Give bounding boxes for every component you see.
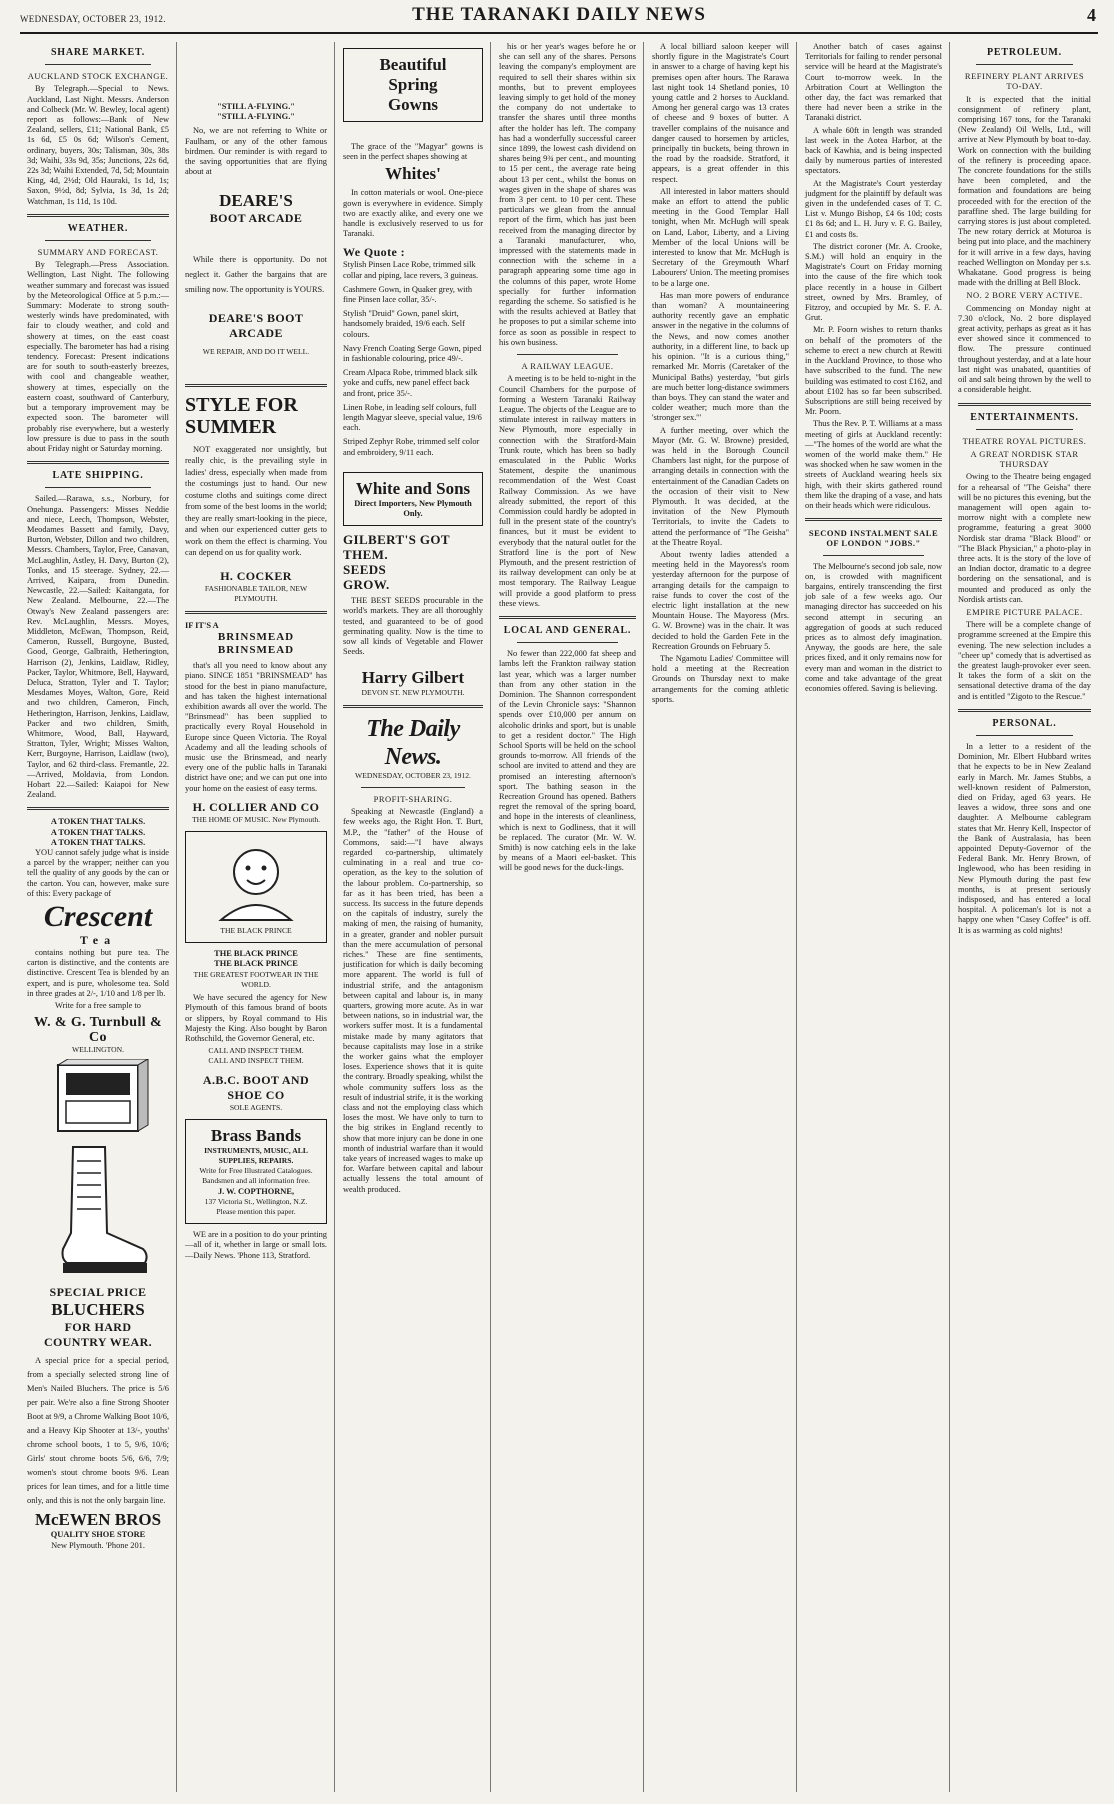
white-sons-sub: Direct Importers, New Plymouth Only. [354,498,472,519]
mcewen-name: McEWEN BROS [34,1510,162,1530]
divider [185,611,327,614]
quote-item: Striped Zephyr Robe, trimmed self color and embroidery, 9/11 each. [343,437,480,457]
page-number: 4 [1087,5,1096,25]
deare-sub: BOOT ARCADE [209,211,303,226]
mcewen-address: New Plymouth. 'Phone 201. [51,1540,145,1550]
bluchers-line-4: COUNTRY WEAR. [43,1335,153,1350]
quote-item: Cream Alpaca Robe, trimmed black silk yoke and cuffs, new panel effect back and front, price 35/-. [343,368,478,398]
news-paragraph: The district coroner (Mr. A. Crooke, S.M.) will hold an enquiry in the Magistrate's Court on Friday morning into the cause of the fire which took place recently in a house in Gilbert street, owned by Mrs. Bramley, of Fitzroy, and occupied by Mr. S. F. A. Grut. [805,241,942,323]
profit-sharing-continued: his or her year's wages before he or she can sell any of the shares. Persons leaving the company's employment are required to sell their shares within six months, but to prevent employees leaving simply to get hold of the money the company do not undertake to transfer the shares until three months after the holder has left. The company has had a wonderfully successful career since 1899, the lowest cash dividend on shares being 9¾ per cent., and mounting to 15 per cent., the average rate being about 13 per cent., whilst the bonus on wages given in the shape of shares was from 3 per cent. to 10 per cent. These particulars we glean from the annual report of the firm, which has just been received from the managing director by a Taranaki manufacturer, who, impressed with the statements made in connection with the scheme in a paragraph appearing some time ago in the columns of this paper, wrote Home specially for further information regarding the scheme. So satisfied is he with the results achieved at Batley that he proposes to put a similar scheme into force as soon as possible in respect to his own business. [499,42,636,347]
divider [976,735,1073,736]
bluchers-line-3: FOR HARD [64,1320,132,1335]
black-prince-line-1: THE BLACK PRINCE [214,949,298,959]
deare-name: DEARE'S [219,191,293,211]
weather-text: By Telegraph.—Press Association. Wellington, Last Night. The following weather summary and forecast was issued by the Meteorological Office at 5 p.m.:—Summary: Moderate to strong south-westerly winds have predominated, with fair to cloudy weather, and cold and showery at times, on the east coast especially. The barometer has had a rising tendency. Forecast: Present indications are for south to south-easterly breezes, with cool and changeable weather, showery at times, especially on the eastern coast, southward of Canterbury, but a temporary improvement may be expected soon. The barometer will probably rise everywhere, but a westerly low pressure is due to pass in the south about Friday night or Saturday morning. [27,260,169,453]
divider [958,403,1091,406]
railway-league-text: A meeting is to be held to-night in the Council Chambers for the purpose of forming a Western Taranaki Railway League. The objects of the League are to stimulate interest in railway matters in New Plymouth, more especially in connection with the Stratford-Main Trunk route, which has been so badly emasculated in the Public Works Statement, despite the unanimous recommendation of the West Coast Railway Commission. As we have already submitted, the report of this Commission could hardly be adopted in full in the present state of the country's finances, but it must be evident to everybody that the natural outlet for the Stratford line is the port of New Plymouth, and the present restriction of its railway development can only be at most temporary. The Railway League will provide a good platform to press these views. [499,374,636,608]
divider [958,709,1091,712]
harry-gilbert-name: Harry Gilbert [361,667,465,687]
mcewen-sub: QUALITY SHOE STORE [50,1530,146,1540]
gowns-line-1: Beautiful [379,55,447,74]
news-paragraph: Thus the Rev. P. T. Williams at a mass meeting of girls at Auckland recently:—"The homes of the world are what the women of the world make them." He was shocked when he saw women in the streets of Auckland wearing heels six high, with their skirts gathered round them like the draping of a vase, and hats on their heads which were ridiculous. [805,419,942,510]
entertainments-heading: ENTERTAINMENTS. [970,411,1079,423]
empire-heading: EMPIRE PICTURE PALACE. [966,606,1083,617]
harry-gilbert-address: DEVON ST. NEW PLYMOUTH. [361,687,465,697]
empire-text: There will be a complete change of programme screened at the Empire this evening. The new selection includes a "cheer up" comedy that is advertised as the greatest laugh-provoker ever seen. It takes the form of a skit on the sensational detective drama of the day and is entitled "Zigoto to the Rescue." [958,620,1091,701]
news-paragraph: A whale 60ft in length was stranded last week in the Aotea Harbor, at the back of Kawhia, and is being inspected daily by numerous parties of interested spectators. [805,125,942,176]
gilbert-line-3: GROW. [343,577,390,593]
divider [185,384,327,387]
token-line: A TOKEN THAT TALKS. [50,827,146,837]
black-prince-text: We have secured the agency for New Plymouth of this famous brand of boots or slippers, by Royal command to His Majesty the King. Also bought by Baron Rothschild, the Governor General, etc. [185,993,327,1043]
divider [499,616,636,619]
copthorne-note: Please mention this paper. [216,1206,296,1216]
crescent-tea-word: Tea [79,933,117,948]
gilbert-line-2: SEEDS [343,562,387,578]
brinsmead-line-1: IF IT'S A [185,621,219,631]
we-quote-heading: We Quote : [343,245,405,260]
local-general-text: No fewer than 222,000 fat sheep and lambs left the Frankton railway station last year, which was a larger number than from any other station in the Dominion. The Shannon correspondent of the Levin Chronicle says: "Shannon spends over £10,000 per annum on alcoholic drinks and sport, but is unable to get a resident doctor." The High School Sports will be held on the school grounds to-morrow. All friends of the school are invited to attend and they are promised an interesting afternoon's sport. The bathing season in the Recreation Ground has opened. Bathers regret the removal of the spring board, and hope in the interests of cleanliness, which is next to Godliness, that it will be replaced. The curator (Mr. W. W. Smith) is now catching eels in the lake by means of a Maori eel-basket. This will be good news for the duck-lings. [499,649,636,873]
brass-bands-ad [185,1119,327,1224]
boot-illustration [43,1141,153,1281]
auckland-exchange-text: By Telegraph.—Special to News. Auckland, Last Night. Messrs. Anderson and Colbeck (Mr. W. Bewley, local agent) report as follows:—Bank of New Zealand, sellers, £11; National Bank, £5 1s 6d, £5 0s 6d; Wilson's Cement, ordinary, buyers, 30s; Talisman, 30s, 38s 3d; Waihi, 33s 9d, 35s; Junctions, 22s 6d, 22s 3d; Waihi Extended, 7d, 5d; Mountain King, 4d, 2½d; Old Hauraki, 1s 1d, 1s; Saxon, 9½d, 8d; Sylvia, 1s 3d, 1s 2d; Watchman, 1s 11d, 1s 10d. [27,84,169,206]
token-ad-text: YOU cannot safely judge what is inside a parcel by the wrapper; neither can you tell the quality of any goods by the can or the carton. You can, however, make sure of this: Every package of [27,848,169,898]
collier-sub: THE HOME OF MUSIC. New Plymouth. [191,814,321,824]
flying-text: No, we are not referring to White or Faulham, or any of the other famous birdmen. Our reminder is with regard to the saving opportunities that are flying about at [185,126,327,177]
abc-sub: SOLE AGENTS. [229,1102,283,1112]
news-paragraph: A local billiard saloon keeper will shortly figure in the Magistrate's Court in answer to a charge of having kept his premises open after hours. The Rarawa last night took 14 Shetland ponies, 10 young cattle and 2 horses to Auckland. Among her general cargo was 13 crates of cheese and 9 boxes of butter. A traveller complains of the nuisance and danger caused to horsemen by articles, principally tin buckets, being thrown in the road by the roadside. Stratford, it appears, is a great offender in this respect. [652,42,789,184]
news-paragraph: Has man more powers of endurance than woman? A mountaineering authority recently gave an emphatic answer in the negative in the columns of the News, and now comes another authority, in a different line, to back up his opinion. "It is a curious thing," remarked Mr. Morris (Caretaker of the Municipal Baths) yesterday, "but girls are much better long-distance swimmers than boys. They can stand the water and colder weather; much more than the 'stronger sex.'" [652,290,789,423]
weather-heading: WEATHER. [67,222,129,234]
copthorne-name: J. W. COPTHORNE, [217,1186,295,1196]
daily-news-nameplate: The Daily News. [366,715,460,770]
divider [27,214,169,217]
copthorne-address: 137 Victoria St., Wellington, N.Z. [204,1196,308,1206]
news-paragraph: A further meeting, over which the Mayor (Mr. G. W. Browne) presided, was held in the Borough Council Chambers last night, for the purpose of arranging details in connection with the entertainment of the Canadian Cadets on the occasion of their visit to New Plymouth. It was decided, at the invitation of the New Plymouth Territorials, to invite the Cadets to attend the performance of "The Geisha" at the Theatre Royal. [652,425,789,547]
late-shipping-text: Sailed.—Rarawa, s.s., Norbury, for Onehunga. Passengers: Misses Neddie and niece, Leech, Thompson, Webster, Meodames Bassett and family, Davy, Burton, Webster, Dillon and two children, Messrs. Chambers, Taylor, Free, Canavan, McLaughlin, Astley, H. Davy, Burton (2), Tonks, and 15 steerage. Sydney, 22.—Arrived, Kaipara, from Dunedin. Newcastle, 22.—Sailed: Kaitangata, for New Zealand. Melbourne, 22.—The Otway's New Zealand passengers are: Rev. McLaughlin, Messrs. Moyes, Middleton, McEwan, Thompson, Reid, Cameron, Russell, Burgoyne, Busted, Good, George, Galbraith, Hetherington, Harrison (2), Jenkins, Laidlaw, Ridley, Packer, Taylor, Whitmore, Bell, Hayward, Deluca, Stratton, Tyler and T. Taylor; Mesdames Moyes, Walton, Gore, Reid and two children, Cameron, Finch, Hetherington, Harrison, Jenkins, Laidlaw, Packer and two children, Smith, Whitmore, Wood, Ball, Hayward, Stratton, Tyler, Wright; Misses Walton, Kerr, Burgoyne, Harrison, Laidlaw (two), Taylor, and 62 third-class. Fremantle, 22.—Arrived, Moldavia, from London. Hobart 22.—Sailed: Kaiapoi for New Zealand. [27,494,169,800]
deare-arcade: DEARE'S BOOT ARCADE [208,311,304,341]
style-line-1: STYLE FOR [185,393,298,416]
brinsmead-line-3: BRINSMEAD [217,644,295,657]
black-prince-caption: THE BLACK PRINCE [220,926,292,936]
turnbull-city: WELLINGTON. [72,1045,124,1055]
column-7 [951,42,1098,1792]
divider [976,64,1073,65]
flying-line-1: "STILL A-FLYING." [217,102,295,111]
late-shipping-heading: LATE SHIPPING. [52,470,144,482]
white-sons-ad [343,472,483,526]
second-sale-text: The Melbourne's second job sale, now on, is crowded with magnificent bargains, entirely transcending the first job sale of a few weeks ago. Our managing director has succeeded on his second attempt in securing an aggregation of goods at such reduced prices as to almost defy imagination. Anyway, the goods are here, the sale prices fixed, and it only remains now for every man and woman in the district to come and take advantage of the great economies offered. Saving is believing. [805,561,942,693]
brass-title: Brass Bands [210,1125,302,1145]
bore-text: Commencing on Monday night at 7.30 o'clock, No. 2 bore displayed great activity, perhaps as great as it has ever showed since it commenced to flow. The pressure continued throughout yesterday, and at a late hour last night was unabated, quantities of oil and salt being thrown by the well to a considerable height. [958,303,1091,395]
whites-name: Whites' [385,164,441,184]
news-paragraph: Mr. P. Foorn wishes to return thanks on behalf of the promoters of the scheme to erect a new church at Rewiti in the Auckland Province, to those who have subscribed to the fund. The new building was estimated to cost £162, and about £102 has so far been subscribed. Subscriptions are still being received by Mr. Poorn. [805,325,942,417]
divider [823,555,924,556]
quote-list [343,260,483,457]
column-2 [178,42,335,1792]
profit-sharing-text: Speaking at Newcastle (England) a few weeks ago, the Right Hon. T. Burt, M.P., the "father" of the House of Commons, said:—"I have always regarded co-partnership, ultimately culminating in a real and true co-operation, as the key to the solution of the labour problem. Co-partnership, so far as it has been tried, has been a success. Its success in the future depends on the capitals of industry, surely the making of men, the raising of humanity, in a greater, grander and nobler pursuit than the mere accumulation of personal riches." These are fine sentiments, justification for which is daily becoming more apparent. The world is full of industrial strife, and the antagonism between capital and labour is, in many quarters, growing more acute. As in war between nations, so in industrial war, the workers suffer most. It is a fundamental mistake made by many agitators that because capitalists may lose in a strike the worker gains what the employer loses. Experience shows that it is quite the contrary. Broadly speaking, whilst the whole community suffers loss as the result of industrial strife, it is the working class and not the employing class which loses the most. We have only to turn to the big strikes in England recently to show that more injury can be done in one month of industrial warfare than it would take years of increased wages to make up for. Warfare between capital and labour actually lessens the total amount of wealth produced. [343,807,483,1194]
gowns-text: The grace of the "Magyar" gowns is seen in the perfect shapes showing at [343,142,483,162]
quote-item: Stylish "Druid" Gown, panel skirt, handsomely braided, 19/6 each. Self colours. [343,309,465,339]
railway-league-heading: A RAILWAY LEAGUE. [521,361,614,372]
divider [45,240,151,241]
theatre-royal-heading: THEATRE ROYAL PICTURES. [962,435,1087,446]
refinery-text: It is expected that the initial consignment of refinery plant, comprising 167 tons, for the Taranaki (New Zealand) Oil Wells, Ltd., will arrive at New Plymouth by boat to-day. Work on connection with the building of the refinery is proceeding apace. The concrete foundations for the stills have been completed, and the formation and foundations are being proceeded with for the erection of the paraffine shed. The large building for carrying stores is just about completed. The new rotary derrick at Moturoa is being put into place, and the machinery for it will arrive in a few days, having reached Wellington on Monday per s.s. Whakatane. Good progress is being made with the drilling at Bell Block. [958,94,1091,288]
collier-name: H. COLLIER AND CO [192,799,320,814]
local-general-heading: LOCAL AND GENERAL. [503,624,632,636]
news-paragraph: All interested in labor matters should make an effort to attend the public meeting in the Good Templar Hall tonight, when Mr. McHugh will speak on Land, Labor, Liberty, and a Living Member of the local Unions will be interested to know that Mr. McHugh is Secretary of the Greymouth Wharf Labourers' Union. The meeting promises to be a large one. [652,186,789,288]
personal-text: In a letter to a resident of the Dominion, Mr. Elbert Hubbard writes that he expects to be in New Zealand early in March. Mr. James Stubbs, a well-known resident of Palmerston, died on Friday, aged 63 years. He leaves a widow, three sons and one daughter. A Melbourne cablegram states that Mr. Henry Kell, Inspector of the Bank of Australasia, has been appointed Deputy-Governor of the Federal Bank. Mr. Henry Brown, of Inglewood, who has been residing in New Plymouth during the past few months, is at present seriously indisposed, and has entered a local hospital. A policeman's lot is not a happy one when "Casey Coffee" is off. It is as warming as cold nights! [958,741,1091,935]
divider [361,787,465,788]
gowns-line-3: Gowns [387,95,439,114]
column-3 [336,42,491,1792]
white-sons-name: White and Sons [355,478,471,498]
news-paragraph: The Ngamotu Ladies' Committee will hold a meeting at the Recreation Grounds on Thursday next to make arrangements for the coming athletic sports. [652,653,789,704]
printing-notice: WE are in a position to do your printing—all of it, whether in large or small lots.—Daily News. 'Phone 113, Stratford. [185,1230,327,1260]
brass-sub: INSTRUMENTS, MUSIC, ALL SUPPLIES, REPAIRS. [204,1145,308,1165]
divider [805,518,942,521]
brinsmead-text: that's all you need to know about any piano. SINCE 1851 "BRINSMEAD" has stood for the best in piano manufacture, and has taken the highest international exhibition awards all over the world. The "Brinsmead" has been supplied to practically every Royal Household in Europe since Queen Victoria. The Royal Academy and all the leading schools of music use the Brinsmead, and nearly every one of the public halls in Taranaki district have one; and we can put one into your home on the easiest of easy terms. [185,661,327,793]
newspaper-title: THE TARANAKI DAILY NEWS [412,4,706,25]
news-paragraph: At the Magistrate's Court yesterday judgment for the plaintiff by default was given in the undefended cases of T. C. List v. Mungo Bishop, £4 6s 10d; costs £1 8s 6d; and L. H. Jury v. F. G. Bailey, £1 and costs 8s. [805,178,942,239]
quote-item: Linen Robe, in leading self colours, full length Magyar sleeve, special value, 19/6 each. [343,402,482,433]
token-ad-header [27,817,169,848]
gowns-ad-header [343,48,483,122]
style-text: NOT exaggerated nor unsightly, but really chic, is the prevailing style in ladies' dress, especially when made from the costumings just to hand. Our new costume cloths and suitings come direct from some of the best looms in the world; they are really smart-looking in the piece, and when our experienced cutter gets to work on them the effect is charming. You can depend on us for quality work. [185,444,327,558]
daily-news-date: WEDNESDAY, OCTOBER 23, 1912. [355,770,471,780]
nordisk-heading: A GREAT NORDISK STAR THURSDAY [970,448,1079,470]
deare-text: While there is opportunity. Do not neglect it. Gather the bargains that are smiling now. The opportunity is YOURS. [185,255,327,295]
column-6 [798,42,950,1792]
bluchers-line-1: SPECIAL PRICE [49,1285,147,1300]
divider [45,64,151,65]
cocker-sub: FASHIONABLE TAILOR, NEW PLYMOUTH. [204,583,308,603]
turnbull-name: W. & G. Turnbull & Co [33,1015,163,1046]
news-paragraph: About twenty ladies attended a meeting held in the Mayoress's room yesterday afternoon for the purpose of arranging details for the campaign to raise funds to cover the cost of the electric light installation at the new Mountain House. The Mayoress (Mrs. G. W. Browne) was in the chair. It was decided to hold the Garden Fete in the Recreation Grounds on February 5. [652,549,789,651]
quote-item: Stylish Pinsen Lace Robe, trimmed silk collar and piping, lace revers, 3 guineas. [343,260,479,280]
bore-heading: NO. 2 BORE VERY ACTIVE. [966,290,1083,301]
auckland-exchange-heading: AUCKLAND STOCK EXCHANGE. [27,71,169,82]
cocker-name: H. COCKER [220,568,292,583]
flying-line-2: "STILL A-FLYING." [217,112,295,122]
divider [27,461,169,464]
divider [343,705,483,708]
profit-sharing-heading: PROFIT-SHARING. [373,793,453,804]
personal-heading: PERSONAL. [992,717,1057,729]
black-prince-ad [185,831,327,943]
gilbert-line-1: GILBERT'S GOT THEM. [343,532,450,563]
divider [27,807,169,810]
gilbert-text: THE BEST SEEDS procurable in the world's markets. They are all thoroughly tested, and guaranteed to be of good germinating quality. Now is the time to sow all kinds of Vegetable and Flower Seeds. [343,596,483,657]
bluchers-line-2: BLUCHERS [51,1300,145,1320]
abc-name: A.B.C. BOOT AND SHOE CO [202,1072,310,1102]
whites-text: In cotton materials or wool. One-piece gown is everywhere in evidence. Simply two are exactly alike, and every one we handle is exclusively reserved to us for Taranaki. [343,188,483,239]
bluchers-text: A special price for a special period, from a specially selected strong line of Men's Nailed Bluchers. The price is 5/6 per pair. We're also a fine Strong Shooter Boot at 9/9, a Chrome Walking Boot 10/6, and a Heavy Kip Shooter at 13/-, youths' chrome school boots, 1 to 5, 9/6, 10/6; Girls' stout chrome boots 5/6, 6/6, 7/9; women's stout chrome boots 9/6. Lean prices for lean times, and for a little time only, and this is not the only bargain line. [27,1356,169,1506]
refinery-heading: REFINERY PLANT ARRIVES TO-DAY. [964,71,1085,92]
nordisk-text: Owing to the Theatre being engaged for a rehearsal of "The Geisha" there will be no pictures this evening, but the management will open again to-morrow night with a complete new programme, featuring a great 3000 Nordisk star drama "Black Blood" or "The Black Physician," a photo-play in three acts. It is the story of the love of an Indian doctor, dramatic to a degree bordering on the sensational, and is mounted and produced as only the Nordisk artists can. [958,472,1091,604]
divider [976,429,1073,430]
crescent-ad-text: contains nothing but pure tea. The carton is distinctive, and the contents are distinctive. Crescent Tea is blended by an expert, and is pure, wholesome tea. Sold in three grades at 2/-, 1/10 and 1/8 per lb. [27,948,169,998]
baby-mascot-illustration [201,842,311,922]
brinsmead-line-2: BRINSMEAD [217,631,295,644]
black-prince-line-2: THE BLACK PRINCE [214,959,298,969]
quote-item: Navy French Coating Serge Gown, piped in fashionable colouring, price 49/-. [343,343,482,364]
call-line-1: CALL AND INSPECT THEM. [208,1046,304,1056]
black-prince-line-3: THE GREATEST FOOTWEAR IN THE WORLD. [193,969,319,989]
petroleum-heading: PETROLEUM. [987,47,1062,58]
weather-subheading: SUMMARY AND FORECAST. [37,247,159,258]
style-line-2: SUMMER [185,415,277,438]
brass-small: Write for Free Illustrated Catalogues. Bandsmen and all information free. [199,1166,313,1186]
call-line-2: CALL AND INSPECT THEM. [208,1056,304,1066]
column-1 [20,42,177,1792]
token-line: A TOKEN THAT TALKS. [50,837,146,847]
column-4 [492,42,644,1792]
deare-repair: WE REPAIR, AND DO IT WELL. [202,347,310,357]
divider [45,487,151,488]
issue-date: WEDNESDAY, OCTOBER 23, 1912. [20,14,166,24]
news-paragraph: Another batch of cases against Territorials for failing to render personal service will be heard at the Magistrate's Court to-morrow week. In the Arbitration Court at Wellington the other day, the fact was remarked that there had never been a strike in the Taranaki district. [805,42,942,123]
column-5 [645,42,797,1792]
second-sale-heading: SECOND INSTALMENT SALE OF LONDON "JOBS." [808,528,939,549]
token-line: A TOKEN THAT TALKS. [50,817,146,827]
masthead [20,4,1098,34]
divider [517,642,618,643]
gowns-line-2: Spring [388,75,438,94]
share-market-heading: SHARE MARKET. [50,47,146,58]
crescent-logo: Crescent [43,900,153,934]
divider [517,354,618,355]
sample-line: Write for a free sample to [55,1001,141,1011]
newspaper-page [20,4,1098,1796]
tea-packet-illustration [38,1059,158,1137]
quote-item: Cashmere Gown, in Quaker grey, with fine Pinsen lace collar, 35/-. [343,284,473,305]
